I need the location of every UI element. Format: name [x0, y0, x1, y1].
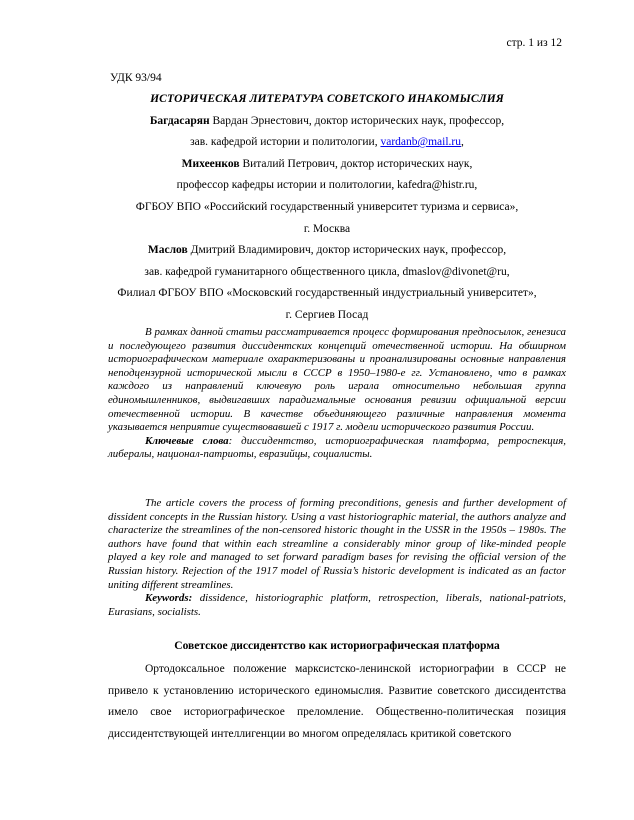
header-block	[100, 89, 554, 327]
affiliation-1-city: г. Москва	[303, 222, 351, 235]
body-paragraph: Ортодоксальное положение марксистско-ленинской историографии в СССР не привело к установлению исторического единомыслия. Развитие советского диссидентства имело свое историографическое преломление. Общественно-политическая позиция диссидентствующей интеллигенции во многом определялась критикой советского	[108, 663, 566, 740]
author-1-position-line	[100, 132, 554, 154]
keywords-ru-label: Ключевые слова	[145, 434, 229, 447]
author-3-line	[100, 240, 554, 262]
author-1-email-link[interactable]: vardanb@mail.ru	[380, 136, 461, 149]
page-number: стр. 1 из 12	[506, 37, 562, 49]
article-title: ИСТОРИЧЕСКАЯ ЛИТЕРАТУРА СОВЕТСКОГО ИНАКОМЫСЛИЯ	[150, 93, 504, 105]
abstract-ru-text: В рамках данной статьи рассматривается процесс формирования предпосылок, генезиса и последующего развития диссидентских концепций отечественной истории. На обширном историографическом материале охарактеризованы и проанализированы основные направления неподцензурной исторической мысли в СССР в 1950–1980-е гг. Установлено, что в рамках каждого из направлений ключевую роль играла относительно небольшая группа единомышленников, выдвигавших парадигмальные основания ревизии официальной версии отечественной истории. В качестве объединяющего различные направления момента указывается неприятие существовавшей с 1917 г. модели исторического развития России.	[108, 326, 566, 434]
section-title: Советское диссидентство как историографическая платформа	[174, 640, 500, 652]
abstract-en-text: The article covers the process of forming preconditions, genesis and further development of dissident concepts in the Russian history. Using a vast historiographic material, the authors analyze and characterize the streamlines of the non-censored historic thought in the USSR in the 1950s – 1980s. The authors have found that within each streamline a considerably minor group of like-minded people played a key role and managed to set forward paradigm bases for revising the official version of the Russian history. Rejection of the 1917 model of Russia’s historic development is indicated as an factor uniting different streamlines.	[108, 497, 566, 591]
author-3-position: зав. кафедрой гуманитарного общественного цикла, dmaslov@divonet@ru,	[144, 265, 510, 278]
body-text	[108, 659, 566, 745]
abstract-en	[108, 497, 566, 619]
author-2-line	[100, 154, 554, 176]
author-2-surname: Михеенков	[181, 157, 240, 170]
keywords-ru-list: : диссидентство, историографическая платформа, ретроспекция, либералы, национал-патриоты, евразийцы, социалисты.	[108, 434, 566, 461]
keywords-en	[108, 592, 566, 619]
udk-code: УДК 93/94	[110, 72, 162, 84]
author-3-info: Дмитрий Владимирович, доктор исторических наук, профессор,	[187, 244, 507, 257]
keywords-ru	[108, 435, 566, 462]
keywords-en-label: Keywords:	[145, 592, 193, 605]
affiliation-2-city: г. Сергиев Посад	[285, 308, 369, 321]
affiliation-2-org: Филиал ФГБОУ ВПО «Московский государственный индустриальный университет»,	[117, 287, 537, 300]
author-1-surname: Багдасарян	[149, 114, 210, 127]
author-3-surname: Маслов	[147, 244, 188, 257]
author-2-info: Виталий Петрович, доктор исторических наук,	[239, 157, 473, 170]
author-1-position: зав. кафедрой истории и политологии,	[190, 136, 381, 149]
affiliation-1-org: ФГБОУ ВПО «Российский государственный университет туризма и сервиса»,	[135, 200, 519, 213]
abstract-ru	[108, 326, 566, 462]
author-1-email-suffix: ,	[461, 136, 464, 149]
keywords-en-list: dissidence, historiographic platform, retrospection, liberals, national-patriots, Eurasians, socialists.	[108, 592, 566, 618]
author-2-position: профессор кафедры истории и политологии, kafedra@histr.ru,	[176, 179, 478, 192]
author-1-info: Вардан Эрнестович, доктор исторических наук, профессор,	[209, 114, 505, 127]
author-1-line	[100, 111, 554, 133]
